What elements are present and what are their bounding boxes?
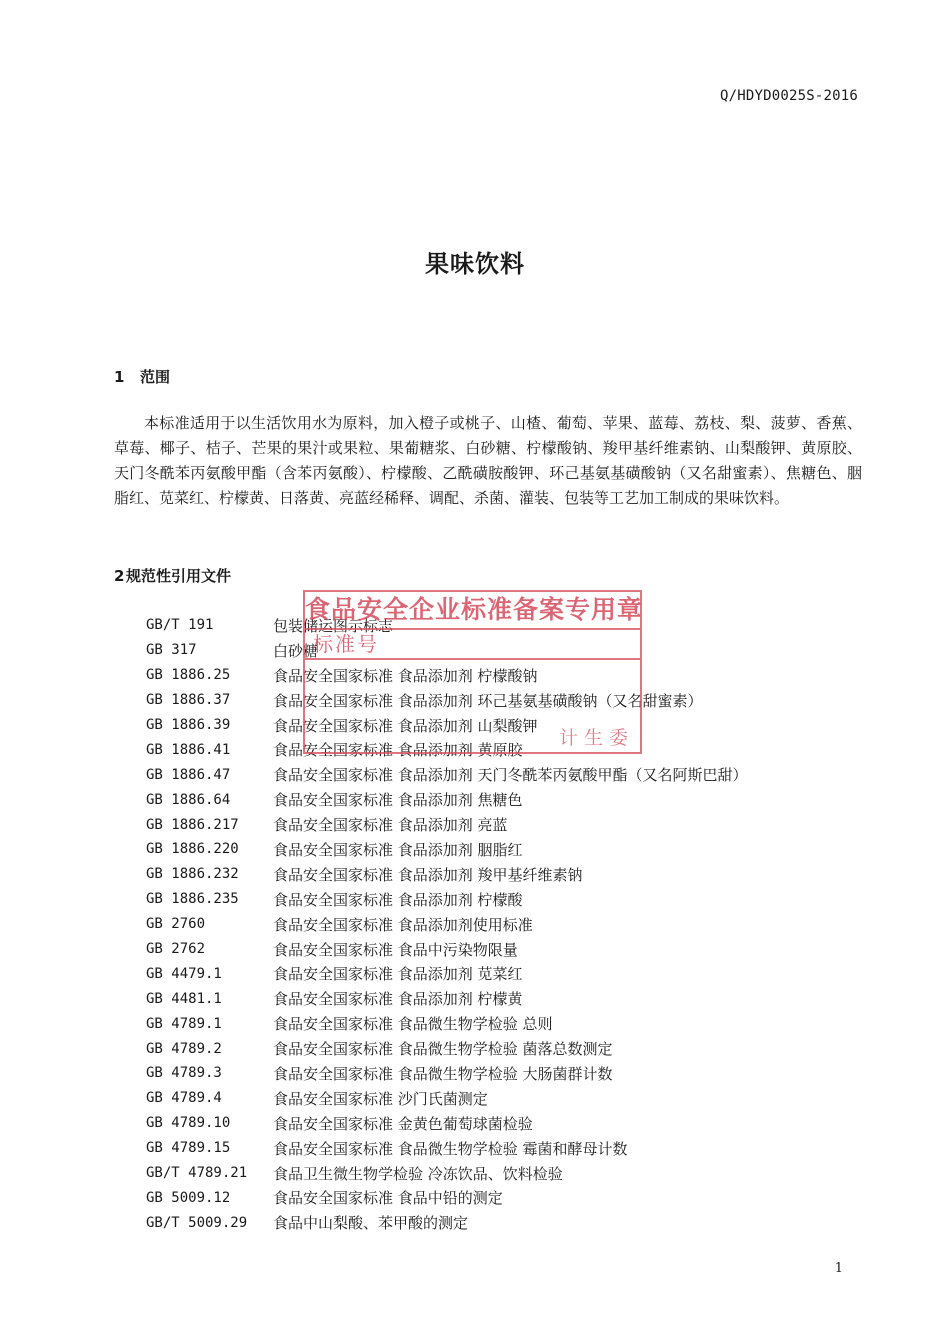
reference-code: GB 1886.25 — [146, 667, 231, 684]
reference-code: GB 4789.1 — [146, 1015, 222, 1032]
reference-item — [146, 1161, 846, 1186]
reference-code: GB 2762 — [146, 941, 206, 958]
reference-code: GB 1886.41 — [146, 741, 231, 758]
stamp-title: 食品安全企业标准备案专用章 — [305, 592, 640, 630]
reference-code: GB 4789.15 — [146, 1140, 231, 1157]
reference-item — [146, 937, 846, 962]
reference-name: 食品安全国家标准 食品添加剂 亮蓝 — [273, 816, 508, 835]
reference-name: 食品安全国家标准 食品中铅的测定 — [273, 1189, 503, 1208]
reference-code: GB 4789.10 — [146, 1115, 231, 1132]
reference-item — [146, 613, 846, 638]
reference-name: 食品安全国家标准 食品添加剂使用标准 — [273, 915, 533, 934]
reference-code: GB 317 — [146, 642, 197, 659]
reference-item — [146, 1111, 846, 1136]
reference-name: 包装储运图示标志 — [273, 616, 394, 635]
reference-code: GB 1886.220 — [146, 841, 239, 858]
reference-name: 食品安全国家标准 食品微生物学检验 总则 — [273, 1015, 553, 1034]
reference-code: GB/T 5009.29 — [146, 1214, 248, 1231]
section-title: 范围 — [140, 368, 171, 386]
reference-item — [146, 713, 846, 738]
section-title: 规范性引用文件 — [126, 567, 232, 585]
reference-name: 白砂糖 — [273, 641, 319, 660]
reference-name: 食品卫生微生物学检验 冷冻饮品、饮料检验 — [273, 1164, 563, 1183]
reference-item — [146, 862, 846, 887]
reference-code: GB 1886.232 — [146, 866, 239, 883]
reference-code: GB 1886.39 — [146, 717, 231, 733]
reference-name: 食品安全国家标准 食品添加剂 焦糖色 — [273, 791, 523, 810]
reference-name: 食品安全国家标准 金黄色葡萄球菌检验 — [273, 1114, 533, 1133]
section-heading-scope — [114, 366, 170, 387]
reference-item — [146, 812, 846, 837]
reference-code: GB 1886.217 — [146, 816, 239, 833]
section-number: 2 — [114, 567, 125, 585]
reference-item — [146, 1136, 846, 1161]
reference-name: 食品安全国家标准 食品添加剂 黄原胶 — [273, 741, 523, 760]
reference-name: 食品安全国家标准 食品添加剂 天门冬酰苯丙氨酸甲酯（又名阿斯巴甜） — [273, 766, 748, 785]
reference-name: 食品安全国家标准 食品添加剂 柠檬酸 — [273, 890, 523, 909]
section-heading-normative-references — [114, 565, 231, 586]
reference-code: GB 1886.37 — [146, 692, 231, 709]
reference-name: 食品安全国家标准 食品微生物学检验 菌落总数测定 — [273, 1040, 613, 1059]
reference-code: GB 4481.1 — [146, 990, 222, 1007]
reference-item — [146, 837, 846, 862]
reference-item — [146, 1061, 846, 1086]
reference-code: GB 4789.4 — [146, 1090, 222, 1107]
reference-code: GB/T 191 — [146, 617, 214, 634]
reference-item — [146, 787, 846, 812]
reference-item — [146, 663, 846, 688]
reference-item — [146, 961, 846, 986]
reference-name: 食品安全国家标准 食品添加剂 山梨酸钾 — [273, 716, 538, 735]
reference-name: 食品安全国家标准 食品微生物学检验 霉菌和酵母计数 — [273, 1139, 628, 1158]
document-title: 果味饮料 — [425, 250, 525, 278]
reference-item — [146, 1210, 846, 1235]
page-number: 1 — [834, 1261, 843, 1276]
reference-code: GB 4789.3 — [146, 1065, 222, 1082]
reference-item — [146, 1011, 846, 1036]
reference-item — [146, 1086, 846, 1111]
reference-name: 食品安全国家标准 食品添加剂 环己基氨基磺酸钠（又名甜蜜素） — [273, 691, 703, 710]
reference-item — [146, 1185, 846, 1210]
section-number: 1 — [114, 368, 125, 386]
reference-item — [146, 638, 846, 663]
reference-name: 食品安全国家标准 食品微生物学检验 大肠菌群计数 — [273, 1064, 613, 1083]
reference-name: 食品安全国家标准 食品添加剂 柠檬黄 — [273, 990, 523, 1009]
reference-name: 食品安全国家标准 食品添加剂 柠檬酸钠 — [273, 666, 538, 685]
reference-list — [146, 613, 846, 1235]
reference-item — [146, 737, 846, 762]
reference-item — [146, 887, 846, 912]
document-code: Q/HDYD0025S-2016 — [719, 88, 858, 104]
reference-name: 食品安全国家标准 食品添加剂 苋菜红 — [273, 965, 523, 984]
stamp-label: 标准号 — [313, 632, 379, 656]
reference-name: 食品安全国家标准 食品添加剂 胭脂红 — [273, 840, 523, 859]
reference-code: GB 4479.1 — [146, 965, 222, 982]
reference-name: 食品安全国家标准 食品添加剂 羧甲基纤维素钠 — [273, 865, 583, 884]
reference-code: GB 2760 — [146, 916, 206, 933]
reference-code: GB 4789.2 — [146, 1040, 222, 1057]
reference-item — [146, 912, 846, 937]
reference-item — [146, 1036, 846, 1061]
reference-item — [146, 986, 846, 1011]
stamp-department: 计生委 — [558, 727, 634, 749]
reference-name: 食品中山梨酸、苯甲酸的测定 — [273, 1214, 469, 1233]
reference-code: GB 1886.64 — [146, 791, 231, 808]
reference-code: GB 1886.47 — [146, 766, 231, 783]
reference-code: GB 5009.12 — [146, 1189, 231, 1206]
scope-paragraph: 本标准适用于以生活饮用水为原料，加入橙子或桃子、山楂、葡萄、苹果、蓝莓、荔枝、梨、菠萝、香蕉、草莓、椰子、桔子、芒果的果汁或果粒、果葡糖浆、白砂糖、柠檬酸钠、羧甲基纤维素钠、山梨酸钾、黄原胶、天门冬酰苯丙氨酸甲酯（含苯丙氨酸）、柠檬酸、乙酰磺胺酸钾、环己基氨基磺酸钠（又名甜蜜素）、焦糖色、胭脂红、苋菜红、柠檬黄、日落黄、亮蓝经稀释、调配、杀菌、灌装、包装等工艺加工制成的果味饮料。 — [114, 414, 862, 507]
reference-item — [146, 762, 846, 787]
reference-name: 食品安全国家标准 食品中污染物限量 — [273, 940, 518, 959]
reference-item — [146, 688, 846, 713]
reference-code: GB 1886.235 — [146, 891, 239, 908]
reference-name: 食品安全国家标准 沙门氏菌测定 — [273, 1089, 488, 1108]
reference-code: GB/T 4789.21 — [146, 1165, 248, 1182]
